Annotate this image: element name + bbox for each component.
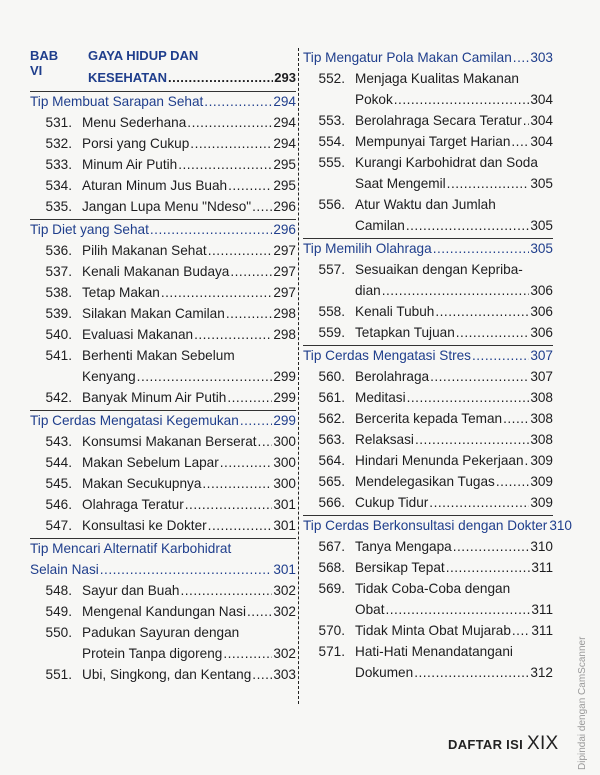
chapter-page: 293 <box>274 70 296 85</box>
toc-entry[interactable]: 547. Konsultasi ke Dokter ..... 301 <box>30 516 296 536</box>
toc-entry-cont[interactable]: Protein Tanpa digoreng ..... 302 <box>30 644 296 664</box>
toc-entry-cont[interactable]: Pokok ..... 304 <box>303 90 553 110</box>
section-heading[interactable]: Tip Membuat Sarapan Sehat ..... 294 <box>30 92 296 112</box>
toc-entry[interactable]: 548. Sayur dan Buah ..... 302 <box>30 581 296 601</box>
chapter-title-line1: GAYA HIDUP DAN <box>88 48 199 63</box>
section-heading-cont[interactable]: Selain Nasi ..... 301 <box>30 560 296 580</box>
toc-entry-cont[interactable]: Saat Mengemil ..... 305 <box>303 174 553 194</box>
toc-entry[interactable]: 532. Porsi yang Cukup ..... 294 <box>30 134 296 154</box>
toc-entry[interactable]: 563. Relaksasi ..... 308 <box>303 430 553 450</box>
section-heading[interactable]: Tip Diet yang Sehat ..... 296 <box>30 220 296 240</box>
toc-entry[interactable]: 533. Minum Air Putih ..... 295 <box>30 155 296 175</box>
toc-entry[interactable]: 540. Evaluasi Makanan ..... 298 <box>30 325 296 345</box>
toc-entry[interactable]: 535. Jangan Lupa Menu "Ndeso" ..... 296 <box>30 197 296 217</box>
toc-entry[interactable]: 536. Pilih Makanan Sehat ..... 297 <box>30 241 296 261</box>
toc-entry[interactable]: 555. Kurangi Karbohidrat dan Soda <box>318 155 538 170</box>
toc-entry[interactable]: 554. Mempunyai Target Harian ..... 304 <box>303 132 553 152</box>
toc-entry[interactable]: 560. Berolahraga ..... 307 <box>303 367 553 387</box>
toc-entry-cont[interactable]: Camilan ..... 305 <box>303 216 553 236</box>
toc-entry[interactable]: 559. Tetapkan Tujuan ..... 306 <box>303 323 553 343</box>
footer-label: DAFTAR ISI <box>448 737 523 752</box>
toc-entry-cont[interactable]: dian ..... 306 <box>303 281 553 301</box>
toc-entry[interactable]: 541. Berhenti Makan Sebelum <box>45 348 235 363</box>
toc-entry-cont[interactable]: Kenyang ..... 299 <box>30 367 296 387</box>
toc-entry[interactable]: 537. Kenali Makanan Budaya ..... 297 <box>30 262 296 282</box>
toc-entry[interactable]: 562. Bercerita kepada Teman ..... 308 <box>303 409 553 429</box>
toc-entry[interactable]: 543. Konsumsi Makanan Berserat ..... 300 <box>30 432 296 452</box>
toc-entry[interactable]: 549. Mengenal Kandungan Nasi ..... 302 <box>30 602 296 622</box>
toc-entry[interactable]: 571. Hati-Hati Menandatangani <box>318 644 513 659</box>
toc-entry[interactable]: 566. Cukup Tidur ..... 309 <box>303 493 553 513</box>
toc-entry[interactable]: 564. Hindari Menunda Pekerjaan ..... 309 <box>303 451 553 471</box>
toc-entry[interactable]: 551. Ubi, Singkong, dan Kentang ..... 303 <box>30 665 296 685</box>
section-heading[interactable]: Tip Memilih Olahraga ..... 305 <box>303 239 553 259</box>
toc-entry[interactable]: 558. Kenali Tubuh ..... 306 <box>303 302 553 322</box>
toc-entry[interactable]: 561. Meditasi ..... 308 <box>303 388 553 408</box>
toc-entry-cont[interactable]: Dokumen ..... 312 <box>303 663 553 683</box>
section-heading[interactable]: Tip Mengatur Pola Makan Camilan ..... 303 <box>303 48 553 68</box>
page-footer <box>448 733 559 755</box>
chapter-title-line2: KESEHATAN <box>88 70 167 85</box>
toc-entry[interactable]: 553. Berolahraga Secara Teratur ..... 304 <box>303 111 553 131</box>
toc-entry[interactable]: 538. Tetap Makan ..... 297 <box>30 283 296 303</box>
page-number-roman: XIX <box>526 733 559 754</box>
toc-entry[interactable]: 552. Menjaga Kualitas Makanan <box>318 71 519 86</box>
toc-entry[interactable]: 545. Makan Secukupnya ..... 300 <box>30 474 296 494</box>
toc-entry[interactable]: 570. Tidak Minta Obat Mujarab ..... 311 <box>303 621 553 641</box>
chapter-title-row[interactable] <box>88 68 296 88</box>
toc-entry[interactable]: 557. Sesuaikan dengan Kepriba- <box>318 262 523 277</box>
section-heading[interactable]: Tip Cerdas Mengatasi Kegemukan ..... 299 <box>30 411 296 431</box>
toc-entry[interactable]: 546. Olahraga Teratur ..... 301 <box>30 495 296 515</box>
toc-entry[interactable]: 568. Bersikap Tepat ..... 311 <box>303 558 553 578</box>
toc-entry[interactable]: 542. Banyak Minum Air Putih ..... 299 <box>30 388 296 408</box>
toc-entry[interactable]: 534. Aturan Minum Jus Buah ..... 295 <box>30 176 296 196</box>
toc-entry[interactable]: 531. Menu Sederhana ..... 294 <box>30 113 296 133</box>
toc-entry[interactable]: 556. Atur Waktu dan Jumlah <box>318 197 496 212</box>
toc-entry[interactable]: 550. Padukan Sayuran dengan <box>45 625 240 640</box>
toc-entry[interactable]: 569. Tidak Coba-Coba dengan <box>318 581 511 596</box>
toc-entry[interactable]: 565. Mendelegasikan Tugas ..... 309 <box>303 472 553 492</box>
toc-entry-cont[interactable]: Obat ..... 311 <box>303 600 553 620</box>
scanner-watermark: Dipindai dengan CamScanner <box>577 636 588 770</box>
section-heading[interactable]: Tip Cerdas Berkonsultasi dengan Dokter 310 <box>303 518 572 533</box>
toc-entry[interactable]: 544. Makan Sebelum Lapar ..... 300 <box>30 453 296 473</box>
toc-entry[interactable]: 567. Tanya Mengapa ..... 310 <box>303 537 553 557</box>
section-heading[interactable]: Tip Mencari Alternatif Karbohidrat <box>30 541 232 556</box>
toc-entry[interactable]: 539. Silakan Makan Camilan ..... 298 <box>30 304 296 324</box>
section-heading[interactable]: Tip Cerdas Mengatasi Stres ..... 307 <box>303 346 553 366</box>
column-divider <box>298 48 299 704</box>
